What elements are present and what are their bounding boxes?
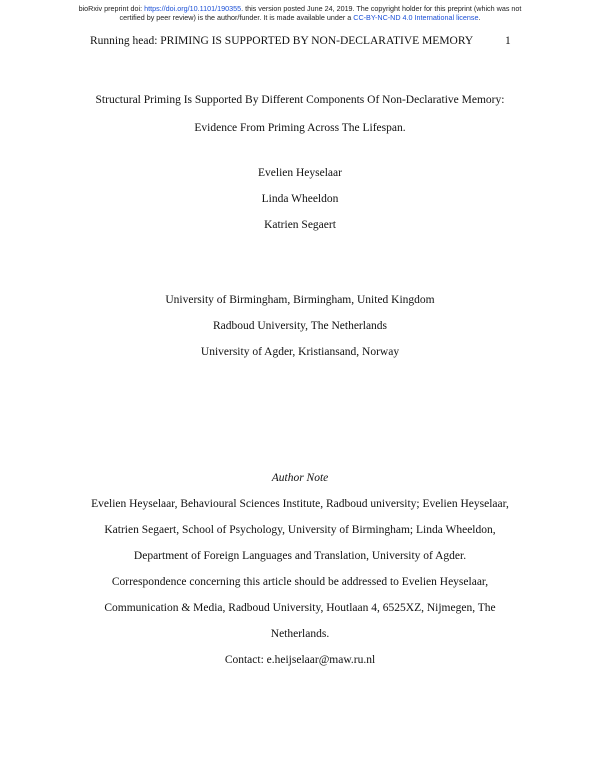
affiliation: University of Agder, Kristiansand, Norway [200, 346, 400, 358]
author-name: Linda Wheeldon [261, 193, 339, 205]
preprint-prefix: bioRxiv preprint doi: [78, 4, 145, 13]
running-head-text: Running head: PRIMING IS SUPPORTED BY NON-DECLARATIVE MEMORY [90, 35, 474, 47]
paper-title [0, 86, 600, 142]
author-name: Katrien Segaert [264, 219, 336, 231]
affiliation: Radboud University, The Netherlands [212, 320, 388, 332]
title-line: Structural Priming Is Supported By Different Components Of Non-Declarative Memory: [95, 94, 505, 106]
author-note [0, 465, 600, 673]
running-head [0, 34, 600, 48]
doi-link[interactable]: https://doi.org/10.1101/190355 [144, 4, 242, 13]
affiliation: University of Birmingham, Birmingham, United Kingdom [165, 294, 435, 306]
license-link[interactable]: CC-BY-NC-ND 4.0 International license [353, 13, 479, 22]
preprint-suffix: . this version posted June 24, 2019. The copyright holder for this preprint (which was not [241, 4, 522, 13]
author-note-line: Netherlands. [270, 628, 330, 640]
page-number: 1 [505, 35, 511, 47]
author-list [0, 160, 600, 238]
title-line: Evidence From Priming Across The Lifespan. [194, 122, 406, 134]
author-note-line: Communication & Media, Radboud University, Houtlaan 4, 6525XZ, Nijmegen, The [104, 602, 496, 614]
affiliation-list [0, 287, 600, 365]
preprint-line-1 [0, 4, 600, 13]
license-prefix: certified by peer review) is the author/funder. It is made available under a [119, 13, 354, 22]
author-note-line: Katrien Segaert, School of Psychology, University of Birmingham; Linda Wheeldon, [104, 524, 496, 536]
author-note-line: Department of Foreign Languages and Translation, University of Agder. [133, 550, 467, 562]
author-note-line: Evelien Heyselaar, Behavioural Sciences Institute, Radboud university; Evelien Heyselaar, [91, 498, 509, 510]
author-note-line: Correspondence concerning this article should be addressed to Evelien Heyselaar, [111, 576, 489, 588]
contact-email[interactable]: Contact: e.heijselaar@maw.ru.nl [224, 654, 376, 666]
author-note-heading: Author Note [271, 472, 329, 484]
license-suffix: . [478, 13, 481, 22]
preprint-line-2 [0, 13, 600, 22]
preprint-notice [0, 4, 600, 22]
author-name: Evelien Heyselaar [258, 167, 342, 179]
